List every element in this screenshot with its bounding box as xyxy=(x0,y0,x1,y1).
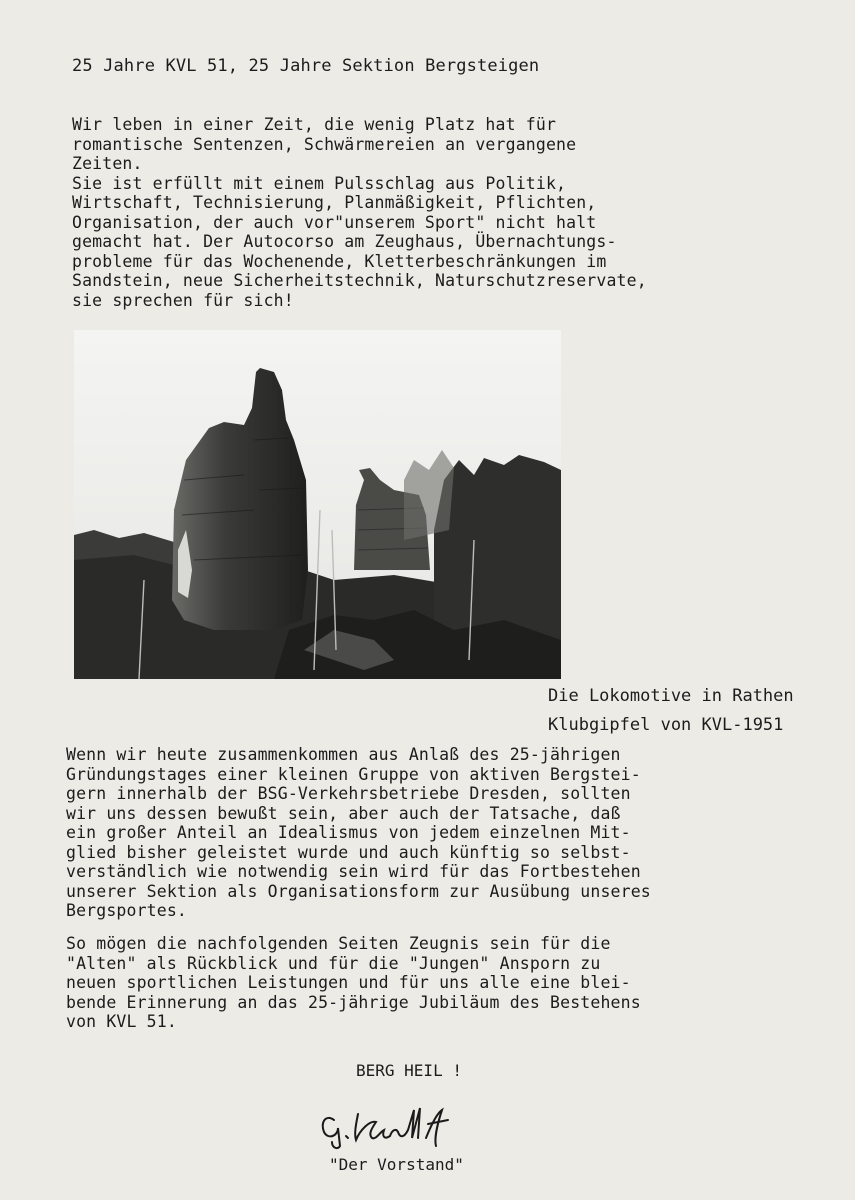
photo-caption-subtitle: Klubgipfel von KVL-1951 xyxy=(548,715,784,735)
closing-greeting: BERG HEIL ! xyxy=(356,1061,462,1080)
main-paragraph: Wenn wir heute zusammenkommen aus Anlaß des 25-jährigen Gründungstages einer kleinen Gruppe von aktiven Bergstei- gern innerhalb der BSG-Verkehrsbetriebe Dresden, sollten wir uns dessen bewußt sein, aber auch der Tatsache, daß ein großer Anteil an Idealismus von jedem einzelnen Mit- glied bisher geleistet wurde und auch künftig so selbst- verständlich wie notwendig sein wird für das Fortbestehen unserer Sektion als Organisationsform zur Ausübung unseres Bergsportes. xyxy=(66,745,651,920)
handwritten-signature xyxy=(318,1100,488,1152)
page-title: 25 Jahre KVL 51, 25 Jahre Sektion Bergsteigen xyxy=(72,56,540,76)
intro-paragraph: Wir leben in einer Zeit, die wenig Platz hat für romantische Sentenzen, Schwärmereien an vergangene Zeiten. Sie ist erfüllt mit einem Pulsschlag aus Politik, Wirtschaft, Technisierung, Planmäßigkeit, Pflichten, Organisation, der auch vor"unserem Sport" nicht halt gemacht hat. Der Autocorso am Zeughaus, Übernachtungs- probleme für das Wochenende, Kletterbeschränkungen im Sandstein, neue Sicherheitstechnik, Naturschutzreservate, sie sprechen für sich! xyxy=(72,115,647,310)
photo-caption-title: Die Lokomotive in Rathen xyxy=(548,686,794,706)
closing-paragraph: So mögen die nachfolgenden Seiten Zeugnis sein für die "Alten" als Rückblick und für die "Jungen" Ansporn zu neuen sportlichen Leistungen und für uns alle eine blei- bende Erinnerung an das 25-jährige Jubiläum des Bestehens von KVL 51. xyxy=(66,934,641,1031)
rock-tower-photo xyxy=(74,330,561,679)
photo-rock-formation xyxy=(74,330,561,679)
signed-by: "Der Vorstand" xyxy=(329,1155,464,1174)
